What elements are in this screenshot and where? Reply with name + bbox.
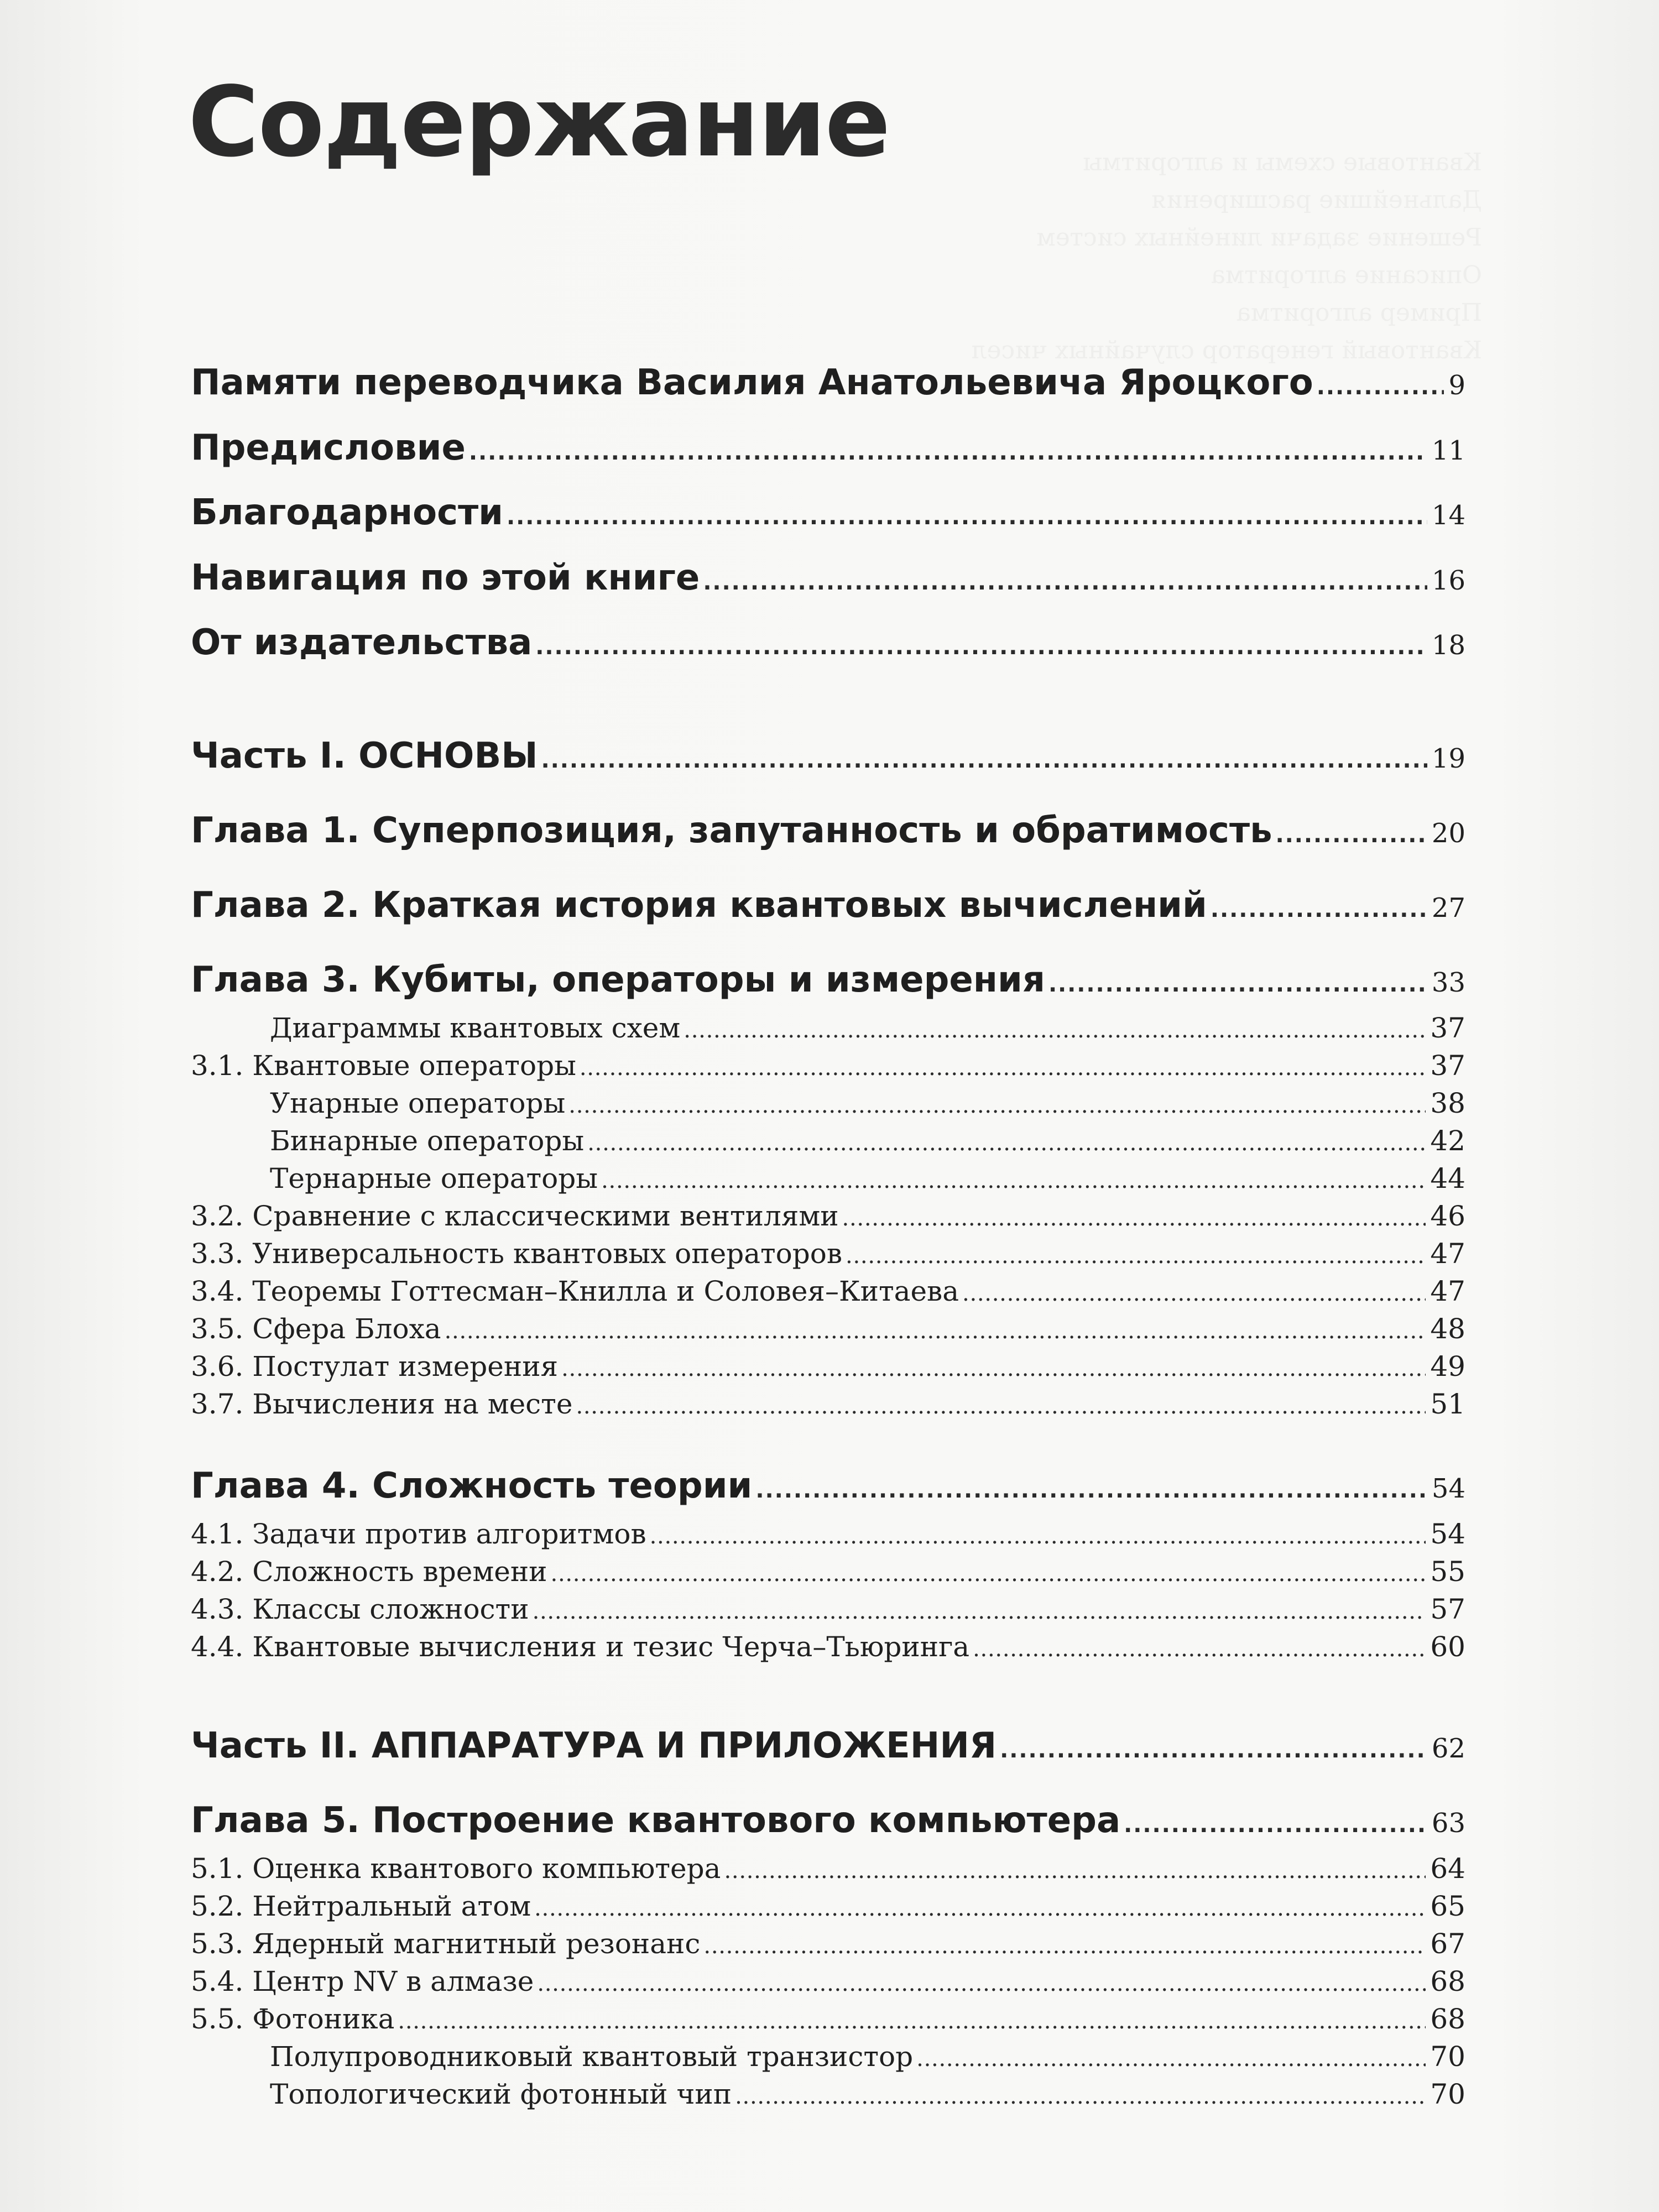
toc-entry	[270, 1125, 1465, 1164]
toc-page-number: 67	[1430, 1928, 1465, 1960]
toc-leader-dots	[1317, 374, 1444, 400]
toc-entry	[191, 1465, 1465, 1521]
toc-entry-title: 3.1. Квантовые операторы	[191, 1050, 576, 1082]
toc-entry	[191, 735, 1465, 791]
toc-entry	[191, 1853, 1465, 1891]
toc-page-number: 63	[1431, 1808, 1465, 1839]
toc-entry	[191, 1275, 1465, 1314]
toc-entry	[191, 1238, 1465, 1276]
toc-page-number: 37	[1430, 1012, 1465, 1044]
toc-page-number: 60	[1430, 1631, 1465, 1663]
toc-entry	[191, 1890, 1465, 1929]
toc-leader-dots	[601, 1168, 1426, 1193]
toc-entry	[191, 1313, 1465, 1352]
toc-entry-title: 4.1. Задачи против алгоритмов	[191, 1518, 646, 1550]
toc-entry	[191, 1200, 1465, 1239]
toc-leader-dots	[534, 1896, 1426, 1921]
toc-leader-dots	[684, 1018, 1426, 1043]
toc-page-number: 42	[1430, 1125, 1465, 1157]
toc-leader-dots	[537, 1971, 1426, 1996]
toc-leader-dots	[535, 634, 1427, 660]
toc-page-number: 19	[1431, 743, 1465, 774]
toc-entry-title: 3.5. Сфера Блоха	[191, 1313, 441, 1345]
toc-entry-title: Полупроводниковый квантовый транзистор	[270, 2041, 914, 2073]
toc-page-number: 64	[1430, 1853, 1465, 1885]
toc-page-number: 68	[1430, 1965, 1465, 1997]
toc-entry-title: Бинарные операторы	[270, 1125, 585, 1157]
toc-entry-title: Благодарности	[191, 492, 503, 533]
toc-entry-title: 4.4. Квантовые вычисления и тезис Черча–Тьюринга	[191, 1631, 970, 1663]
toc-page-number: 68	[1430, 2003, 1465, 2035]
toc-leader-dots	[1276, 822, 1427, 848]
toc-page-number: 57	[1430, 1593, 1465, 1625]
toc-page-number: 38	[1430, 1087, 1465, 1119]
toc-entry-title: 3.2. Сравнение с классическими вентилями	[191, 1200, 839, 1232]
toc-entry-title: Глава 2. Краткая история квантовых вычислений	[191, 885, 1207, 926]
toc-leader-dots	[1048, 972, 1427, 997]
toc-entry-title: Диаграммы квантовых схем	[270, 1012, 681, 1044]
toc-leader-dots	[650, 1524, 1426, 1549]
toc-leader-dots	[576, 1394, 1426, 1419]
toc-page-number: 62	[1431, 1733, 1465, 1764]
toc-entry	[191, 622, 1465, 677]
toc-leader-dots	[398, 2008, 1426, 2034]
toc-page-number: 44	[1430, 1162, 1465, 1194]
toc-leader-dots	[507, 504, 1427, 530]
toc-leader-dots	[541, 748, 1427, 773]
toc-entry-title: 3.3. Универсальность квантовых операторов	[191, 1238, 843, 1270]
toc-page-number: 70	[1430, 2078, 1465, 2110]
toc-entry	[191, 1965, 1465, 2004]
toc-page-number: 33	[1431, 967, 1465, 998]
toc-entry	[191, 492, 1465, 547]
toc-leader-dots	[916, 2046, 1426, 2072]
toc-leader-dots	[445, 1318, 1426, 1344]
toc-entry-title: Памяти переводчика Василия Анатольевича Яроцкого	[191, 362, 1313, 403]
toc-page-number: 70	[1430, 2041, 1465, 2073]
toc-entry	[270, 2078, 1465, 2117]
toc-leader-dots	[703, 570, 1427, 595]
toc-leader-dots	[551, 1561, 1426, 1587]
toc-leader-dots	[703, 1933, 1426, 1959]
toc-entry-title: Часть II. АППАРАТУРА И ПРИЛОЖЕНИЯ	[191, 1725, 997, 1766]
toc-leader-dots	[755, 1478, 1427, 1503]
toc-entry-title: Топологический фотонный чип	[270, 2078, 732, 2110]
toc-page-number: 20	[1431, 818, 1465, 849]
toc-leader-dots	[580, 1055, 1426, 1081]
toc-entry	[191, 1350, 1465, 1389]
toc-entry-title: 3.4. Теоремы Готтесман–Книлла и Соловея–Китаева	[191, 1275, 959, 1307]
toc-leader-dots	[842, 1206, 1426, 1231]
toc-entry-title: Глава 3. Кубиты, операторы и измерения	[191, 959, 1045, 1000]
toc-entry	[191, 1518, 1465, 1557]
toc-page-number: 47	[1430, 1238, 1465, 1270]
toc-leader-dots	[469, 440, 1427, 465]
toc-page-number: 48	[1430, 1313, 1465, 1345]
toc-entry	[270, 1162, 1465, 1201]
toc-page-number: 16	[1431, 565, 1465, 596]
toc-leader-dots	[962, 1281, 1426, 1306]
toc-entry-title: 3.6. Постулат измерения	[191, 1350, 559, 1383]
toc-entry	[191, 885, 1465, 940]
toc-leader-dots	[735, 2084, 1426, 2109]
toc-leader-dots	[561, 1356, 1426, 1381]
toc-page-number: 49	[1430, 1350, 1465, 1383]
toc-entry	[191, 427, 1465, 483]
toc-page-number: 11	[1431, 435, 1465, 466]
toc-entry-title: 5.1. Оценка квантового компьютера	[191, 1853, 721, 1885]
toc-leader-dots	[587, 1130, 1426, 1156]
bleed-through-text: Квантовые схемы и алгоритмы Дальнейшие расширения Решение задачи линейных систем Описание алгоритма Пример алгоритма Квантовый генератор случайных чисел	[971, 148, 1482, 364]
toc-entry	[270, 1012, 1465, 1051]
toc-entry	[191, 1725, 1465, 1781]
toc-page-number: 18	[1431, 630, 1465, 661]
toc-entry-title: Унарные операторы	[270, 1087, 566, 1119]
toc-leader-dots	[1000, 1738, 1427, 1763]
toc-entry	[191, 1388, 1465, 1427]
toc-page-number: 37	[1430, 1050, 1465, 1082]
toc-leader-dots	[724, 1858, 1426, 1884]
toc-page-number: 27	[1431, 893, 1465, 924]
toc-entry-title: Глава 5. Построение квантового компьютера	[191, 1800, 1121, 1841]
toc-entry	[191, 1556, 1465, 1594]
page-title: Содержание	[188, 66, 890, 179]
toc-entry	[191, 1631, 1465, 1670]
toc-entry	[270, 1087, 1465, 1126]
toc-entry-title: От издательства	[191, 622, 533, 663]
toc-entry-title: Глава 1. Суперпозиция, запутанность и обратимость	[191, 810, 1272, 851]
toc-leader-dots	[973, 1636, 1426, 1662]
toc-entry-title: 5.2. Нейтральный атом	[191, 1890, 531, 1922]
toc-page-number: 65	[1430, 1890, 1465, 1922]
toc-entry	[191, 1593, 1465, 1632]
toc-entry	[191, 959, 1465, 1015]
toc-entry-title: 5.4. Центр NV в алмазе	[191, 1965, 534, 1997]
toc-entry-title: 3.7. Вычисления на месте	[191, 1388, 573, 1420]
toc-page-number: 54	[1431, 1473, 1465, 1504]
toc-entry	[270, 2041, 1465, 2079]
toc-leader-dots	[846, 1243, 1426, 1269]
toc-page-number: 47	[1430, 1275, 1465, 1307]
toc-entry-title: Глава 4. Сложность теории	[191, 1465, 753, 1506]
toc-page-number: 46	[1430, 1200, 1465, 1232]
toc-entry-title: Тернарные операторы	[270, 1162, 598, 1194]
toc-entry-title: Предисловие	[191, 427, 466, 468]
toc-leader-dots	[533, 1599, 1426, 1624]
toc-entry-title: 4.2. Сложность времени	[191, 1556, 547, 1588]
toc-page-number: 9	[1448, 370, 1465, 401]
toc-page-number: 54	[1430, 1518, 1465, 1550]
toc-entry-title: Часть I. ОСНОВЫ	[191, 735, 538, 776]
toc-leader-dots	[1211, 897, 1427, 922]
toc-page-number: 14	[1431, 500, 1465, 531]
toc-entry	[191, 362, 1465, 418]
toc-entry	[191, 1800, 1465, 1855]
toc-entry	[191, 810, 1465, 865]
toc-entry-title: Навигация по этой книге	[191, 557, 700, 598]
toc-leader-dots	[568, 1093, 1426, 1118]
toc-entry	[191, 557, 1465, 613]
toc-entry-title: 4.3. Классы сложности	[191, 1593, 529, 1625]
toc-entry	[191, 1050, 1465, 1088]
toc-page-number: 55	[1430, 1556, 1465, 1588]
toc-leader-dots	[1124, 1812, 1427, 1838]
toc-entry	[191, 1928, 1465, 1966]
toc-page-number: 51	[1430, 1388, 1465, 1420]
toc-entry-title: 5.3. Ядерный магнитный резонанс	[191, 1928, 701, 1960]
toc-entry-title: 5.5. Фотоника	[191, 2003, 395, 2035]
toc-entry	[191, 2003, 1465, 2042]
